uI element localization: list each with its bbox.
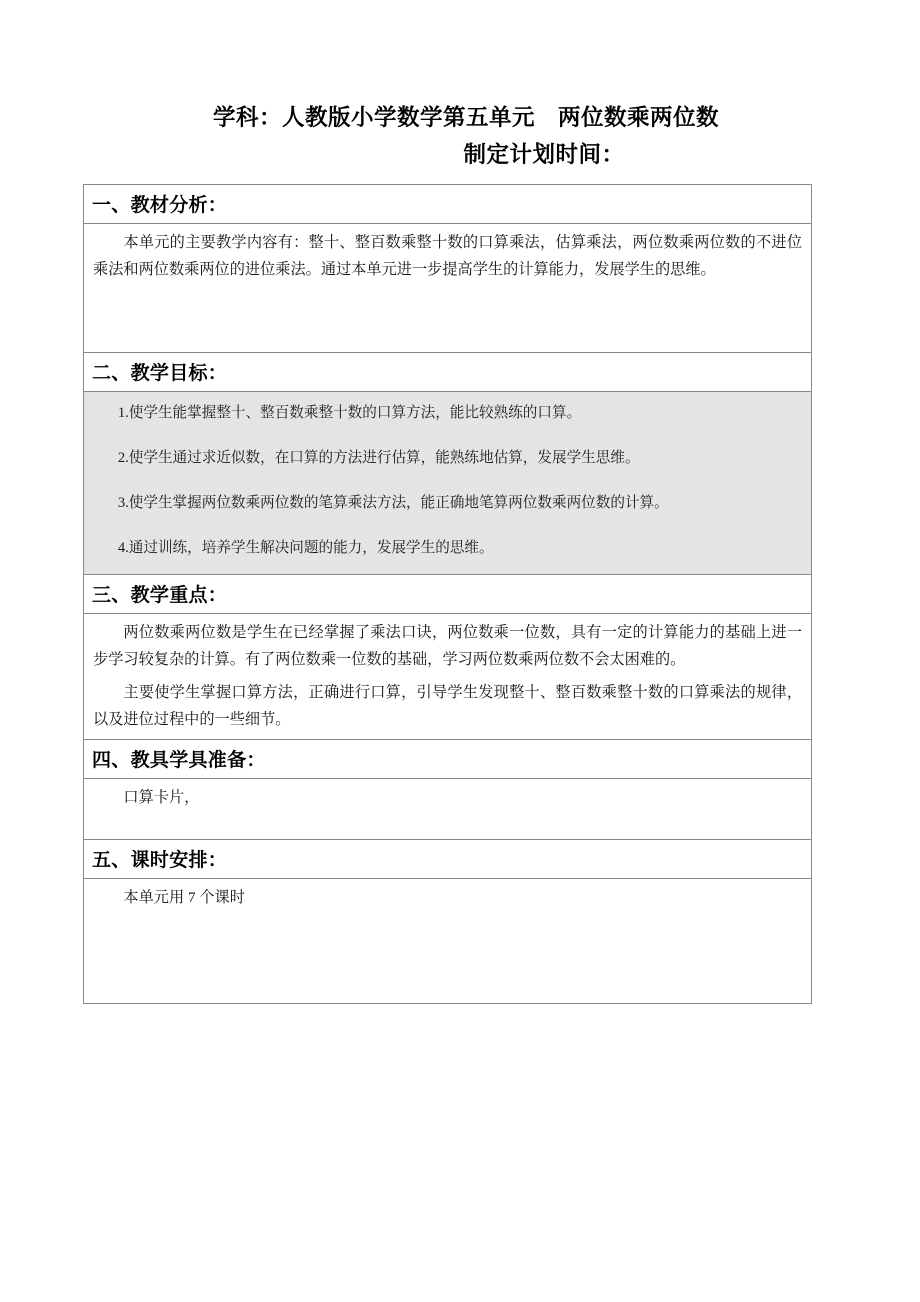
table-row-section-1-heading [84, 185, 812, 224]
table-row-section-3-body [84, 614, 812, 740]
section-heading-analysis: 一、教材分析： [92, 194, 228, 216]
section-body-focus-paragraph-2: 主要使学生掌握口算方法，正确进行口算，引导学生发现整十、整百数乘整十数的口算乘法的规律，以及进位过程中的一些细节。 [93, 684, 802, 728]
cell-filler-space-analysis [84, 288, 811, 352]
title-line-1: 学科：人教版小学数学第五单元 两位数乘两位数 [212, 105, 719, 131]
page-title [0, 103, 920, 170]
list-item: 2.使学生通过求近似数，在口算的方法进行估算，能熟练地估算，发展学生思维。 [117, 450, 640, 466]
section-body-analysis: 本单元的主要教学内容有：整十、整百数乘整十数的口算乘法，估算乘法，两位数乘两位数的不进位乘法和两位数乘两位的进位乘法。通过本单元进一步提高学生的计算能力，发展学生的思维。 [93, 234, 802, 278]
table-row-section-1-body [84, 224, 812, 353]
section-heading-objectives: 二、教学目标： [92, 362, 228, 384]
teaching-plan-table [83, 184, 812, 1004]
section-heading-cell-materials [84, 740, 812, 779]
objectives-list [84, 392, 811, 574]
section-body-cell-schedule [84, 879, 812, 1004]
section-body-cell-analysis [84, 224, 812, 353]
cell-filler-space-schedule [84, 917, 811, 1003]
section-body-cell-focus [84, 614, 812, 740]
section-heading-cell-schedule [84, 840, 812, 879]
list-item: 1.使学生能掌握整十、整百数乘整十数的口算方法，能比较熟练的口算。 [117, 405, 582, 421]
table-row-section-4-heading [84, 740, 812, 779]
table-row-section-2-body [84, 392, 812, 575]
section-heading-cell-analysis [84, 185, 812, 224]
list-item: 3.使学生掌握两位数乘两位数的笔算乘法方法，能正确地笔算两位数乘两位数的计算。 [117, 495, 669, 511]
list-item: 4.通过训练，培养学生解决问题的能力，发展学生的思维。 [117, 540, 494, 556]
section-heading-cell-focus [84, 575, 812, 614]
table-row-section-2-heading [84, 353, 812, 392]
section-body-schedule: 本单元用 7 个课时 [123, 889, 245, 906]
section-heading-schedule: 五、课时安排： [92, 849, 228, 871]
table-row-section-3-heading [84, 575, 812, 614]
section-heading-cell-objectives [84, 353, 812, 392]
table-row-section-4-body [84, 779, 812, 840]
table-row-section-5-body [84, 879, 812, 1004]
title-line-2: 制定计划时间： [463, 142, 625, 168]
section-heading-focus: 三、教学重点： [92, 584, 228, 606]
section-body-materials: 口算卡片， [123, 789, 200, 806]
table-row-section-5-heading [84, 840, 812, 879]
section-body-cell-objectives [84, 392, 812, 575]
section-body-focus-paragraph-1: 两位数乘两位数是学生在已经掌握了乘法口诀，两位数乘一位数，具有一定的计算能力的基础上进一步学习较复杂的计算。有了两位数乘一位数的基础，学习两位数乘两位数不会太困难的。 [93, 624, 802, 668]
section-heading-materials: 四、教具学具准备： [92, 749, 266, 771]
cell-filler-space-materials [84, 817, 811, 839]
section-body-cell-materials [84, 779, 812, 840]
